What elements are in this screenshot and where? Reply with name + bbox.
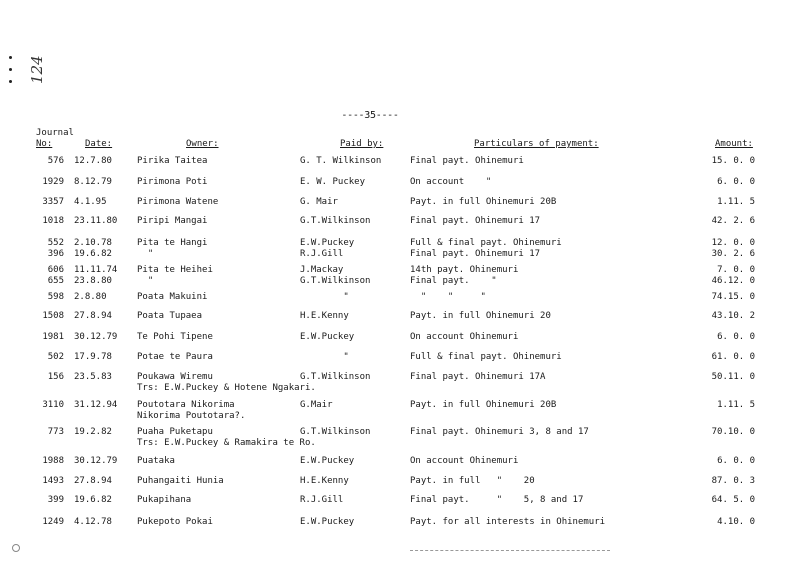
amount-cell	[680, 456, 755, 467]
owner-cell	[137, 197, 297, 208]
owner-text: Poukawa Wiremu	[137, 372, 213, 382]
paid-by-cell	[300, 265, 410, 287]
paid-by-cell	[300, 517, 410, 528]
journal-number-text: 3110	[42, 400, 64, 410]
paid-by-text: G. Mair	[300, 197, 338, 207]
owner-text: Poutotara Nikorima	[137, 400, 235, 410]
paid-by-cell	[300, 156, 410, 167]
journal-number-cell	[34, 265, 64, 287]
table-row	[0, 400, 800, 424]
paid-by-text: "	[300, 292, 349, 302]
owner-text: Nikorima Poutotara?.	[137, 411, 246, 421]
particulars-text: Final payt. Ohinemuri 17	[410, 216, 541, 226]
amount-text: 15. 0. 0	[711, 156, 755, 166]
date-text: 2.8.80	[74, 292, 107, 302]
owner-text: Pirika Taitea	[137, 156, 208, 166]
owner-text: Pirimona Watene	[137, 197, 219, 207]
paid-by-cell	[300, 476, 410, 487]
journal-number-cell	[34, 372, 64, 383]
amount-cell	[680, 332, 755, 343]
paid-by-cell	[300, 238, 410, 260]
amount-text: 70.10. 0	[711, 427, 755, 437]
amount-text: 4.10. 0	[717, 517, 755, 527]
paid-by-cell	[300, 177, 410, 188]
date-text: 27.8.94	[74, 476, 112, 486]
amount-cell	[680, 517, 755, 528]
amount-cell	[680, 292, 755, 303]
date-cell	[74, 372, 122, 383]
owner-text: Te Pohi Tipene	[137, 332, 213, 342]
paid-by-text: G.T.Wilkinson	[300, 276, 371, 286]
particulars-text: On account Ohinemuri	[410, 332, 519, 342]
amount-cell	[680, 372, 755, 383]
owner-cell	[137, 400, 297, 422]
amount-text: 7. 0. 0	[717, 265, 755, 275]
date-text: 27.8.94	[74, 311, 112, 321]
date-text: 23.8.80	[74, 276, 112, 286]
owner-cell	[137, 156, 297, 167]
journal-number-text: 1493	[42, 476, 64, 486]
owner-cell	[137, 311, 297, 322]
journal-number-text: 655	[47, 276, 64, 286]
date-cell	[74, 352, 122, 363]
paid-by-cell	[300, 427, 410, 438]
particulars-cell	[410, 197, 640, 208]
amount-cell	[680, 216, 755, 227]
binder-dot	[9, 80, 12, 83]
particulars-text: Full & final payt. Ohinemuri	[410, 238, 562, 248]
particulars-cell	[410, 372, 640, 383]
paid-by-text: E. W. Puckey	[300, 177, 366, 187]
owner-text: Pukapihana	[137, 495, 192, 505]
amount-text: 6. 0. 0	[717, 177, 755, 187]
owner-text: Puataka	[137, 456, 175, 466]
journal-number-cell	[34, 292, 64, 303]
journal-number-cell	[34, 427, 64, 438]
paid-by-text: E.W.Puckey	[300, 332, 355, 342]
date-cell	[74, 292, 122, 303]
amount-text: 1.11. 5	[717, 197, 755, 207]
amount-cell	[680, 311, 755, 322]
amount-cell	[680, 476, 755, 487]
date-text: 23.11.80	[74, 216, 118, 226]
journal-number-text: 576	[47, 156, 64, 166]
amount-text: 42. 2. 6	[711, 216, 755, 226]
owner-text: Poata Makuini	[137, 292, 208, 302]
paid-by-cell	[300, 456, 410, 467]
particulars-cell	[410, 456, 640, 467]
paid-by-text: J.Mackay	[300, 265, 344, 275]
journal-number-text: 598	[47, 292, 64, 302]
particulars-text: Final payt. Ohinemuri	[410, 156, 524, 166]
paid-by-cell	[300, 400, 410, 411]
amount-text: 61. 0. 0	[711, 352, 755, 362]
date-cell	[74, 177, 122, 188]
paid-by-cell	[300, 197, 410, 208]
amount-text: 12. 0. 0	[711, 238, 755, 248]
journal-number-text: 399	[47, 495, 64, 505]
owner-text: Puhangaiti Hunia	[137, 476, 224, 486]
date-text: 31.12.94	[74, 400, 118, 410]
date-cell	[74, 517, 122, 528]
date-text: 12.7.80	[74, 156, 112, 166]
owner-text: Trs: E.W.Puckey & Hotene Ngakari.	[137, 383, 316, 393]
amount-cell	[680, 427, 755, 438]
particulars-text: Final payt. Ohinemuri 17	[410, 249, 541, 259]
amount-cell	[680, 352, 755, 363]
owner-text: "	[137, 249, 154, 259]
date-text: 4.12.78	[74, 517, 112, 527]
owner-text: Pita te Heihei	[137, 265, 213, 275]
owner-cell	[137, 177, 297, 188]
amount-cell	[680, 495, 755, 506]
paid-by-text: R.J.Gill	[300, 495, 344, 505]
owner-text: Puaha Puketapu	[137, 427, 213, 437]
amount-cell	[680, 265, 755, 287]
amount-text: 6. 0. 0	[717, 456, 755, 466]
journal-number-text: 156	[47, 372, 64, 382]
owner-cell	[137, 476, 297, 487]
table-row	[0, 265, 800, 289]
amount-text: 43.10. 2	[711, 311, 755, 321]
paid-by-cell	[300, 311, 410, 322]
amount-text: 6. 0. 0	[717, 332, 755, 342]
owner-cell	[137, 265, 297, 287]
particulars-cell	[410, 265, 640, 287]
particulars-cell	[410, 517, 640, 528]
journal-number-cell	[34, 476, 64, 487]
paid-by-text: "	[300, 352, 349, 362]
date-text: 8.12.79	[74, 177, 112, 187]
binder-dot	[9, 56, 12, 59]
particulars-cell	[410, 352, 640, 363]
particulars-text: Payt. in full Ohinemuri 20B	[410, 400, 557, 410]
journal-number-cell	[34, 517, 64, 528]
table-row	[0, 216, 800, 240]
paid-by-text: G.T.Wilkinson	[300, 372, 371, 382]
journal-number-text: 396	[47, 249, 64, 259]
particulars-text: Final payt. Ohinemuri 3, 8 and 17	[410, 427, 589, 437]
journal-number-cell	[34, 456, 64, 467]
date-text: 4.1.95	[74, 197, 107, 207]
paid-by-cell	[300, 216, 410, 227]
header-particulars: Particulars of payment:	[474, 139, 599, 149]
date-cell	[74, 427, 122, 438]
date-cell	[74, 311, 122, 322]
owner-text: Poata Tupaea	[137, 311, 203, 321]
particulars-text: 14th payt. Ohinemuri	[410, 265, 519, 275]
paid-by-text: H.E.Kenny	[300, 476, 349, 486]
amount-text: 87. 0. 3	[711, 476, 755, 486]
particulars-text: Full & final payt. Ohinemuri	[410, 352, 562, 362]
owner-cell	[137, 495, 297, 506]
table-row	[0, 238, 800, 262]
particulars-cell	[410, 216, 640, 227]
amount-text: 74.15. 0	[711, 292, 755, 302]
amount-cell	[680, 197, 755, 208]
amount-text: 1.11. 5	[717, 400, 755, 410]
particulars-text: Payt. in full Ohinemuri 20B	[410, 197, 557, 207]
date-text: 11.11.74	[74, 265, 118, 275]
paid-by-cell	[300, 332, 410, 343]
journal-number-text: 1508	[42, 311, 64, 321]
paid-by-text: E.W.Puckey	[300, 456, 355, 466]
amount-text: 50.11. 0	[711, 372, 755, 382]
date-text: 17.9.78	[74, 352, 112, 362]
paid-by-text: H.E.Kenny	[300, 311, 349, 321]
owner-cell	[137, 216, 297, 227]
journal-number-text: 1249	[42, 517, 64, 527]
header-owner: Owner:	[186, 139, 219, 149]
paid-by-text: E.W.Puckey	[300, 238, 355, 248]
particulars-cell	[410, 292, 640, 303]
date-text: 23.5.83	[74, 372, 112, 382]
paid-by-text: E.W.Puckey	[300, 517, 355, 527]
date-text: 2.10.78	[74, 238, 112, 248]
owner-cell	[137, 456, 297, 467]
journal-number-cell	[34, 311, 64, 322]
margin-note: 124	[28, 55, 46, 84]
date-cell	[74, 495, 122, 506]
journal-number-text: 606	[47, 265, 64, 275]
owner-cell	[137, 238, 297, 260]
particulars-text: " " "	[410, 292, 486, 302]
owner-cell	[137, 372, 316, 394]
paid-by-cell	[300, 292, 410, 303]
paid-by-text: G.T.Wilkinson	[300, 427, 371, 437]
header-paid-by: Paid by:	[340, 139, 384, 149]
particulars-cell	[410, 177, 640, 188]
journal-number-cell	[34, 238, 64, 260]
particulars-text: Final payt. " 5, 8 and 17	[410, 495, 584, 505]
paid-by-cell	[300, 372, 410, 383]
owner-cell	[137, 352, 297, 363]
paid-by-text: G.T.Wilkinson	[300, 216, 371, 226]
table-row	[0, 517, 800, 541]
date-text: 30.12.79	[74, 332, 118, 342]
owner-text: Piripi Mangai	[137, 216, 208, 226]
journal-number-text: 1018	[42, 216, 64, 226]
amount-cell	[680, 156, 755, 167]
header-amount: Amount:	[715, 139, 753, 149]
particulars-cell	[410, 400, 640, 411]
particulars-cell	[410, 495, 640, 506]
amount-text: 64. 5. 0	[711, 495, 755, 505]
journal-number-cell	[34, 332, 64, 343]
particulars-cell	[410, 238, 640, 260]
paid-by-cell	[300, 495, 410, 506]
header-date: Date:	[85, 139, 113, 149]
journal-number-text: 1929	[42, 177, 64, 187]
divider	[410, 550, 610, 551]
journal-number-cell	[34, 156, 64, 167]
journal-number-text: 1988	[42, 456, 64, 466]
particulars-cell	[410, 156, 640, 167]
punch-hole	[12, 544, 20, 552]
table-row	[0, 427, 800, 451]
owner-text: Pirimona Poti	[137, 177, 208, 187]
particulars-text: Final payt. Ohinemuri 17A	[410, 372, 546, 382]
journal-number-cell	[34, 216, 64, 227]
date-cell	[74, 476, 122, 487]
journal-number-text: 502	[47, 352, 64, 362]
paid-by-text: G. T. Wilkinson	[300, 156, 382, 166]
owner-cell	[137, 292, 297, 303]
date-cell	[74, 197, 122, 208]
particulars-cell	[410, 311, 640, 322]
journal-number-text: 773	[47, 427, 64, 437]
table-row	[0, 372, 800, 396]
header-journal: Journal No:	[36, 128, 74, 149]
table-row	[0, 495, 800, 519]
owner-text: Trs: E.W.Puckey & Ramakira te Ro.	[137, 438, 316, 448]
journal-number-cell	[34, 352, 64, 363]
journal-number-cell	[34, 197, 64, 208]
paid-by-text: R.J.Gill	[300, 249, 344, 259]
date-cell	[74, 216, 122, 227]
particulars-text: On account "	[410, 177, 492, 187]
date-cell	[74, 156, 122, 167]
date-cell	[74, 332, 122, 343]
page-number: ----35----	[341, 110, 399, 121]
owner-text: "	[137, 276, 154, 286]
journal-number-text: 1981	[42, 332, 64, 342]
owner-cell	[137, 427, 316, 449]
journal-number-cell	[34, 177, 64, 188]
journal-number-cell	[34, 495, 64, 506]
binder-dot	[9, 68, 12, 71]
paid-by-cell	[300, 352, 410, 363]
journal-number-text: 552	[47, 238, 64, 248]
date-cell	[74, 265, 122, 287]
particulars-text: Payt. in full Ohinemuri 20	[410, 311, 551, 321]
owner-cell	[137, 517, 297, 528]
owner-text: Pukepoto Pokai	[137, 517, 213, 527]
particulars-text: Final payt. "	[410, 276, 497, 286]
particulars-text: Payt. in full " 20	[410, 476, 535, 486]
date-cell	[74, 400, 122, 411]
paid-by-text: G.Mair	[300, 400, 333, 410]
date-text: 19.2.82	[74, 427, 112, 437]
amount-cell	[680, 400, 755, 411]
amount-text: 46.12. 0	[711, 276, 755, 286]
particulars-cell	[410, 476, 640, 487]
particulars-cell	[410, 332, 640, 343]
particulars-text: Payt. for all interests in Ohinemuri	[410, 517, 606, 527]
journal-number-text: 3357	[42, 197, 64, 207]
particulars-cell	[410, 427, 640, 438]
particulars-text: On account Ohinemuri	[410, 456, 519, 466]
date-text: 19.6.82	[74, 495, 112, 505]
date-cell	[74, 456, 122, 467]
owner-text: Potae te Paura	[137, 352, 213, 362]
owner-text: Pita te Hangi	[137, 238, 208, 248]
amount-cell	[680, 238, 755, 260]
amount-text: 30. 2. 6	[711, 249, 755, 259]
journal-number-cell	[34, 400, 64, 411]
date-cell	[74, 238, 122, 260]
date-text: 19.6.82	[74, 249, 112, 259]
amount-cell	[680, 177, 755, 188]
date-text: 30.12.79	[74, 456, 118, 466]
owner-cell	[137, 332, 297, 343]
